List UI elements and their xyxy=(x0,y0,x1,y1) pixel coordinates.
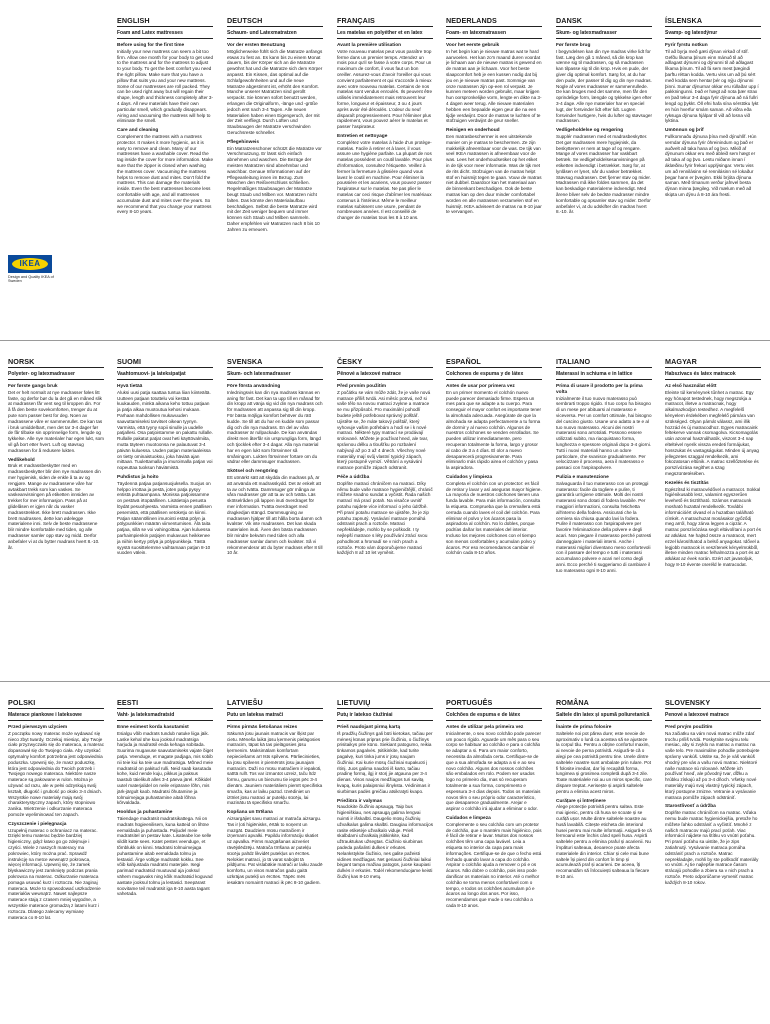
section-heading: Reinigen en onderhoud xyxy=(446,128,500,134)
subtitle-rule xyxy=(8,379,104,380)
language-column-deutsch xyxy=(227,0,323,336)
subtitle-rule xyxy=(446,720,542,721)
heading-rule xyxy=(446,26,542,27)
product-subtitle: Habszivacs és latex matracok xyxy=(665,371,736,377)
section-heading: Před prvním použitím xyxy=(337,384,387,389)
section-heading: Antes de utilizar pela primeira vez xyxy=(446,725,524,730)
language-column-česky xyxy=(337,341,433,677)
language-column-nederlands xyxy=(446,0,542,336)
logo-caption: Design and Quality IKEA of Sweden xyxy=(8,275,54,284)
column-body xyxy=(227,384,323,560)
section-paragraph: Saltelele noi pot părea dure; este nevoie de aproximativ o lună ca acestea să se ajusteze la corpul tău. Pentru a obține confortul maxim, ai nevoie de perna potrivită. Asigură-te că o alegi pe cea potrivită pentru tine. Unele dintre saltelele noastre sunt ambalate prin rulare. Pot fi folosite imediat, dar își recapătă forma, lungimea și grosimea completă după 3-4 zile. Toate materialele noi au un miros specific, care dispare treptat. Aerisește și aspiră saltelele pentru a elimina acest miros. xyxy=(556,730,652,794)
column-body xyxy=(227,725,323,890)
language-band-3 xyxy=(0,682,770,1024)
column-body xyxy=(446,43,542,219)
language-heading: DANSK xyxy=(556,16,583,25)
heading-rule xyxy=(556,367,652,368)
section-paragraph: Z początku nowy materac może wydawać się nieco zbyt twardy. Oczekuj miesiąc, aby Twoje ciało przyzwyczaiło się do materaca, a materac dopasował się do Twojego ciała. Aby uzyskać optymalny komfort potrzebna jest odpowiednia poduszka. Upewnij się, że masz poduszkę, która jest odpowiednia do Twoich potrzeb i Twojego nowego materaca. Niektóre nasze materace są pakowane w rulon. Można je używać od razu, ale w pełni odzyskują swój kształt, długość i grubość po około 3-4 dniach. Wszystkie nowe materiały mają swój charakterystyczny zapach, który stopniowo zanika. Wietrzenie i odkurzanie materaca pomoże wyeliminować ten zapach. xyxy=(8,730,104,817)
language-column-svenska xyxy=(227,341,323,677)
section-heading: Pulizia e manutenzione xyxy=(556,474,609,480)
section-heading: Før første gangs bruk xyxy=(8,384,58,389)
section-paragraph: Esialgu võib madrats tundub natuke liiga jäik. Laske kehal ühe kuu jooksul madratsiga harjuda ja madratsil enda kehaga sobitada. Suurima mugavuse saavutamiseks vajate õiget patja. Veenduge, et magate padjaga, mis sobib nii teie kui ka teie uue madratsiga. Mõned meie madratsid on pakitud rulli. Neid saab kasutada kohe, kuid nende kuju, pikkus ja paksus taastub täielikult alles 3-4 päeva järel. Kõikidel uutel materjalidel on neile eripärane lõhn, mis järk-järgult kaob. Madratsi õhutamine ja tolmuimejaga puhastamine aitab lõhna kõrvaldada. xyxy=(117,730,213,806)
heading-rule xyxy=(117,26,213,27)
section-paragraph: En un primer momento el colchón nuevo puede parecer demasiado firme. Espera un mes para que se adapte a tu cuerpo. Para conseguir el mayor confort es importante tener la almohada adecuada. Asegúrate de que la almohada se adapta perfectamente a tu forma de dormir y al nuevo colchón. Algunos de nuestros colchones se venden enrollados. Se pueden utilizar inmediatamente, pero recuperan totalmente la forma, largo y grosor al cabo de 3 a 4 días. El olor a nuevo desaparecerá progresivamente. Para eliminarlo más rápido airea el colchón y pasa la aspiradora. xyxy=(446,389,541,471)
section-paragraph: Votre nouveau matelas peut vous paraître trop ferme dans un premier temps. Attendez un mois pour qu'il se fasse à votre corps. Pour un maximum de confort, il vous faut un bon oreiller. Assurez-vous d'avoir l'oreiller qui vous convient parfaitement et qui s'accorde à mieux avec votre nouveau matelas. Certains de nos matelas sont vendus enroulés. Ils peuvent être utilisés immédiatement mais retrouvent leur forme, longueur et épaisseur, 3 ou 4 jours après avoir été déroulés. L'odeur du neuf disparaît progressivement. Pour l'éliminer plus rapidement, vous pouvez aérer le matelas et passer l'aspirateur. xyxy=(337,48,432,130)
product-subtitle: Schaum- und Latexmatratzen xyxy=(227,30,297,36)
logo-box xyxy=(8,255,52,273)
section-heading: Cuidados e limpeza xyxy=(446,815,491,821)
section-heading: Curățare și întreținere xyxy=(556,798,606,804)
section-paragraph: Inizialmente il tuo nuovo materasso può sembrarti troppo rigido. Il tuo corpo ha bisogno di un mese per abituarsi al materasso e viceversa. Per un comfort ottimale, hai bisogno del cuscino giusto. Usane uno adatto a te e al tuo nuovo materasso. Alcuni dei nostri materassi sono arrotolati. Possono essere utilizzati subito, ma riacquistano forma, lunghezza e spessore originali dopo 3-4 giorni. Tutti i nuovi materiali hanno un odore particolare, che svanisce gradualmente. Per velocizzare il processo, aera il materasso e passaci con l'aspirapolvere. xyxy=(556,395,652,471)
section-paragraph: Doplňte matrac chráničom na matrac. Vďaka nemu bude matrac hygienickejšia, pretože ho môžete ľahko odstrániť a vyčistiť. Mnohé z našich matracov majú prací poťah. Viac informácií nájdete na štítku vo vnútri poťahu. Pri praní poťahu sa uistite, že je zips zatiahnutý. Vysávanie matraca pomáha odstrániť prach a roztoče. Matrac neprekladajte, mohli by ste poškodiť materiály vo vnútri. Aj tie najlepšie matrace časom strácajú pohodlie a zbiera sa v nich prach a roztoče. Preto odporúčame vymeniť matrac každých 8-10 rokov. xyxy=(665,810,759,885)
section-paragraph: I begyndelsen kan din nye madras virke lidt for fast. Læg den gå 1 måned, så din krop kan vænne sig til madrassen, og så madrassen kan tilpasse sig til din krop. Hvis en pude, der giver dig optimal komfort. Sørg for, at du har den pude, der passer til dig og din nye madras. Nogle af vores madrasser er sammenrullede. De kan bruges med det samme, men får den oprindelige form, længde og tykkelse igen efter 3-4 dage. Alle nye materialer har en speciel lugt, der forsvinder lidt efter lidt. Lugten forsvinder hurtigere, hvis du lufter og støvsuger madrassen. xyxy=(556,48,652,124)
section-paragraph: Na začiatku sa vám nová matrac môže zdať trochu príliš tvrdá. Poskytnite svojmu telu mesiac, aby si zvyklo na matrac a matrac na vaše telo. Pre maximálne pohodlie potrebujete správny vankúš. Uistite sa, že je váš vankúš vhodný pre vás a vašu novú matrac. Niektoré naše matrace sú rolované. Môžete ich používať hneď, ale pôvodný tvar, dĺžku a hrúbku získajú až po 3-4 dňoch. Všetky nové materiály majú svoj vlastný typický zápach, ktorý postupne zmizne. Vetranie a vysávanie matraca pomôže zápach odstrániť. xyxy=(665,730,760,800)
section-paragraph: Ein Matratzenschoner schützt die Matratze vor Verschmutzung. Er lässt sich einfach abnehmen und waschen. Die Bezüge der meisten Matratzen sind abnehmbar und waschbar. Genaue Informationen auf der Pflegeanleitung innen im Bezug. Zum Waschen den Reißverschluss schließen. Regelmäßiges Staubsaugen der Matratze beugt Staub und Milben vor. Matratzen nicht falten. Das könnte den Materialaufbau beschädigen. Selbst die beste Matratze wird mit der Zeit weniger bequem und immer können sich Staub und Milben sammeln. Daher empfehlen wir Matratzen nach 8 bis 10 Jahren zu erneuern. xyxy=(227,145,322,232)
language-column-suomi xyxy=(117,341,213,677)
section-heading: Antes de usar por primera vez xyxy=(446,384,515,389)
language-column-português xyxy=(446,682,542,1022)
section-heading: Pflegehinweis xyxy=(227,139,259,145)
column-body xyxy=(665,725,761,890)
section-heading: Before using for the first time xyxy=(117,43,185,48)
column-body xyxy=(337,725,433,884)
section-paragraph: Inledningsvis kan din nya madrass kännas en aning för fast. Det kan ta upp till en månad för din kropp att vänja sig vid din nya madrass och för madrassen att anpassa sig till din kropp. För bästa möjliga komfort behöver du rätt kudde. Se till att du har en kudde som passar dig och din nya madrass. En del av våra madrasser är rullpackade. De kan användas direkt men återfår sin ursprungliga form, längd och tjocklek efter 3-4 dagar. Alla nya material har en egen lukt som försvinner så småningom. Lukten försvinner fortare om du vädrar eller dammsuger madrassen. xyxy=(227,389,323,465)
heading-rule xyxy=(665,367,761,368)
language-column-slovensky xyxy=(665,682,761,1022)
language-heading: ČESKY xyxy=(337,357,363,366)
language-heading: ESPAÑOL xyxy=(446,357,481,366)
language-heading: DEUTSCH xyxy=(227,16,263,25)
subtitle-rule xyxy=(227,379,323,380)
product-subtitle: Foam- en latexmatrassen xyxy=(446,30,507,36)
section-paragraph: Complemente o seu colchão com um protetor de colchão, que o mantém mais higiénico, pois é fácil de retirar e lavar. Muitos dos nossos colchões têm uma capa lavável. Leia a etiqueta no interior da capa para mais informações. Certifique-se de que o fecho está fechado quando lavar a capa do colchão. Aspirar o colchão ajuda a remover o pó e os ácaros. Não dobre o colchão, pois isso pode danificar os materiais no interior. Até o melhor colchão se torna menos confortável com o tempo, e todos os colchões acumulam pó e ácaros ao longo dos anos. Por isso, recomendamos que mude o seu colchão a cada 8-10 anos. xyxy=(446,821,542,908)
language-column-italiano xyxy=(556,341,652,677)
product-subtitle: Colchones de espuma y de látex xyxy=(446,371,524,377)
section-paragraph: Möglicherweise fühlt sich die Matratze anfangs etwas zu fest an. Es kann bis zu einem Monat dauern, bis der Körper sich an die Matratze gewöhnt hat und die Matratze sich dem Körper anpasst. Ein Kissen, das optimal auf die Schlafgewohnheiten und auf die neue Matratze abgestimmt ist, erhöht den Komfort. Manche unserer Matratzen sind gerollt verpackt. Sie können sofort benutzt werden, erlangen die Originalform, -länge und -größe jedoch erst nach 3-4 Tagen. Alle neuen Materialien haben einen Eigengeruch, der mit der Zeit verfliegt. Durch Lüften und Staubsaugen der Matratze verschwinden Geruchsreste schneller. xyxy=(227,48,323,135)
section-heading: Hyvä tietää xyxy=(117,384,143,389)
column-body xyxy=(117,384,213,560)
language-column-româna xyxy=(556,682,652,1022)
section-heading: Avant la première utilisation xyxy=(337,43,402,48)
language-column-eesti xyxy=(117,682,213,1022)
column-body xyxy=(227,43,323,237)
subtitle-rule xyxy=(665,38,761,39)
language-column-lietuvių xyxy=(337,682,433,1022)
heading-rule xyxy=(337,367,433,368)
subtitle-rule xyxy=(117,379,213,380)
subtitle-rule xyxy=(446,379,542,380)
section-heading: Care and cleaning xyxy=(117,128,159,134)
section-heading: Înainte de prima folosire xyxy=(556,725,612,730)
language-heading: EESTI xyxy=(117,698,139,707)
section-paragraph: Ett utmärkt sätt att skydda din madrass på, är att använda ett madrasskydd. Det är enkelt att ta av och tvätta. Dammsuger gör många av våra madrasser gör att ta av och tvätta. Läs skötselråden på lappen inuti överdraget för mer information. Tvätta överdraget med dragkedjan stängd. Dammsugning av madrassen hjälper till att hålla borta damm och kvalster. Vik inte madrassen. Det kan skada materialen inuti. Även den bästa madrassen blir mindre bekväm med tiden och alla madrasser samlar damm och kvalster. Så vi rekommenderar att du byter madrass efter 8 till 10 år. xyxy=(227,474,323,556)
heading-rule xyxy=(227,367,323,368)
section-heading: Hooldus ja puhastamine xyxy=(117,810,173,816)
section-heading: Umönnun og þrif xyxy=(665,128,704,134)
language-heading: LATVIEŠU xyxy=(227,698,263,707)
logo-wordmark: IKEA xyxy=(19,259,41,268)
section-paragraph: Alege protecție potrivită pentru saltea. Este mai igienic, pentru că husa se scoate și se curăță ușor. Multe dintre saltelele noastre au husă lavabilă. Citește eticheta din interiorul husei pentru mai multe informații. Asigură-te că fermoarul este închis când speli husa. Aspiră saltelele pentru a elimina praful și acarienii. Nu împături salteaua, deoarece poate afecta materialele din interior. Chiar și cele mai bune saltele își pierd din confort în timp și acumulează praf și acarieni. De aceea, îți recomandăm să înlocuiești salteaua la fiecare 8-10 ani. xyxy=(556,804,652,879)
section-heading: Entretien et nettoyage xyxy=(337,133,388,139)
section-heading: Vedligeholdelse og rengøring xyxy=(556,128,624,134)
section-paragraph: Iš pradžių čiužinys gali būti kietokas, tačiau per mėnesį kūnas pripras prie čiužinio, o čiužinys prisitaikys prie kūno. Siekiant patogumo, reikia tinkamos pagalvės. Įsitikinkite, kad turite pagalvę, kuri tinka jums ir jūsų naujam čiužiniui. Kai kurie mūsų čiužiniai supakuoti į ritinį. Juos galima naudoti iš karto, tačiau pradinę formą, ilgį ir storį jie atgauna per 3-4 dienas. Visos naujos medžiagos turi savitą kvapą, kuris palaipsniui išnyksta. Vėdinimas ir siurbimas padės greičiau atsikratyti kvapo. xyxy=(337,730,433,794)
heading-rule xyxy=(665,708,761,709)
product-subtitle: Foam and Latex mattresses xyxy=(117,30,183,36)
subtitle-rule xyxy=(446,38,542,39)
language-heading: PORTUGUÊS xyxy=(446,698,493,707)
section-paragraph: Egészítsd ki matracvédővel a matracot. Sokkal higiénikusabb lesz, valamint egyszerűen levehető és tisztítható. Számos matracunk mosható huzattal rendelkezik. További információért olvasd el a huzatban található címkét. A matrachuzat mosásakor győződj meg arról, hogy zárva legyen a cipzár. A matrac porszívózása segít eltávolítani a port és az atkákat. Ne hajtsd össze a matracot, mert ezzel károsíthatod a belső anyagokat. Idővel a legjobb matracok is veszítenek kényelmükből, illetve minden matrac felhalmozza a port és az atkákat az évek során. Ezért azt javasoljuk, hogy 8-10 évente cseréld le matracodat. xyxy=(665,486,761,567)
section-heading: Før første brug xyxy=(556,43,591,48)
section-heading: Przed pierwszym użyciem xyxy=(8,725,68,730)
language-column-english xyxy=(117,0,213,336)
section-paragraph: Inicialmente, o seu novo colchão pode parecer um pouco rígido. Aguarde um mês para o seu corpo se habituar ao colchão e para o colchão se adaptar a si. Para um maior conforto, necessita da almofada certa. Certifique-se de que a sua almofada se adapta a si e ao seu novo colchão. Alguns dos nossos colchões são embalados em rolo. Podem ser usados logo no primeiro dia, mas só recuperam totalmente a sua forma, comprimento e espessura 3-4 dias depois. Todos os materiais novos têm o seu próprio odor característico, que desaparece gradualmente. Arejar e aspirar o colchão irá ajudar a eliminar o odor. xyxy=(446,730,541,812)
product-subtitle: Penové a latexové matrace xyxy=(665,712,729,718)
heading-rule xyxy=(337,708,433,709)
column-body xyxy=(665,384,761,572)
language-heading: SUOMI xyxy=(117,357,142,366)
subtitle-rule xyxy=(556,38,652,39)
section-heading: Enne esimest korda kasutamist xyxy=(117,725,189,730)
heading-rule xyxy=(117,708,213,709)
subtitle-rule xyxy=(665,720,761,721)
section-paragraph: Täiendage madratsit madratsikattega. Nii on madrats hügieenilisem, kuna katteid on lihtne eemaldada ja puhastada. Paljudel meie madratsitel on pestav kate. Lisateabe loe selle sildilt katte sees. Katet pestes veenduge, et tõmblukk on kinni. Madratsi tolmuimejaga puhastamine aitab eemaldada tolmu ja lestasid. Ärge voltige madratsit kokku. See võib kahjustada madratsi materjale. Isegi parimad madratsid muutuvad aja jooksul vähem mugavaks ning kõik madratsid koguvad aastate jooksul tolmu ja lestasid. Seepärast soovitame teil madratsit iga 8-10 aasta tagant vahetada. xyxy=(117,815,213,897)
heading-rule xyxy=(556,708,652,709)
language-heading: ITALIANO xyxy=(556,357,591,366)
section-heading: Prima di usare il prodotto per la prima volta xyxy=(556,384,643,395)
language-column-norsk xyxy=(8,341,104,677)
subtitle-rule xyxy=(8,720,104,721)
subtitle-rule xyxy=(337,38,433,39)
section-paragraph: Een matrasbeschermer is een uitstekende manier om je matras te beschermen. Ze zijn makkelijk afneembaar voor de was. De tijk van veel IKEA matrassen is afneembaar voor de was. Lees het onderhoudsetiket op het etiket in de tijk voor meer informatie. Was de tijk met de rits dicht. Stofzuigen van de matras helpt stof en huismijt tegen te gaan. Vouw de matras niet dubbel. Daardoor kan het materiaal aan de binnenkant beschadigen. Ook de beste matras kan op den duur minder comfortabel worden en alle matrassen verzamelen stof en huismijt. IKEA adviseert de matras na 8-10 jaar te vervangen. xyxy=(446,133,542,215)
language-column-latviešu xyxy=(227,682,323,1022)
product-subtitle: Svamp- og latexdýnur xyxy=(665,30,718,36)
language-band-2 xyxy=(0,341,770,681)
section-heading: Vor der ersten Benutzung xyxy=(227,43,286,48)
section-paragraph: Eleinte túl keménynek tűnhet a matrac. Egy egy hónapot testednek, hogy megszokja a matracot, illetve a matracnak, hogy alkalmazkodjon testedhez. A megfelelő kényelem érdekében megfelelő párnára van szükséged. Olyan párnát válassz, ami illik hozzád és új matracodhoz. Egyes matracaink feltekerve vannak csomagolva. Kicsomagolás után azonnal használhatók, viszont 3-4 nap elteltével nyerik vissza eredeti formájukat, hosszukat és vastagságukat. Minden új anyag jellegzetes szaggal rendelkezik, ami fokozatosan eltűnik. A matrac szellőztetése és porszívózása segíthet a szag megszüntetésében. xyxy=(665,389,759,476)
language-heading: FRANÇAIS xyxy=(337,16,375,25)
column-body xyxy=(665,43,761,202)
section-paragraph: Sākumā jūsu jaunais matracis var šķist par cietu. Mēneša laikā jūsu ķermenis pielāgosies matracim, tāpat kā tas pielāgosies jūsu ķermenim. Maksimālam komfortam nepieciešams arī īsts spilvens. Pārliecinieties, ka jūsu spilvens ir piemērots jūsu jaunajam matracim. Daži no mūsu matračiem ir iepakoti, satītā rullī. Tos var izmantot uzreiz, taču līdz formu, garumu un biezumu tie iegūs pēc 3-4 dienām. Jauniem materiāliem piemīt specifiska smarža, kas ar laiku pazūd. Izvēdiniet un iztīriet jūsu matraci ar putekļu sūcēju, lai mazinātu tā specifisko smaržu. xyxy=(227,730,323,806)
heading-rule xyxy=(337,26,433,27)
section-heading: Puhdistus ja hoito xyxy=(117,474,159,480)
product-subtitle: Materassi in schiuma e in lattice xyxy=(556,371,633,377)
language-heading: LIETUVIŲ xyxy=(337,698,371,707)
language-column-polski xyxy=(8,682,104,1022)
section-paragraph: Bruk et madrassbeskytter med en madrassbeskytter blir den nye madrassen din mer hygienisk, siden de enkle å ta av og rengjøre. Mange av madrassene våre har avtakbart trekk som kan vaskes. Se vaskeanvisningen på etiketten innsiden av trekket for mer informasjon. Pass på at glidelåsen er igjen når du vasker madrasstrekket. Ikke brett madrassen. Ikke brett madrassen, dette kan ødelegge materialene inni. Selv de beste madrassene blir mindre komfortable med tiden, og alle madrasser samler opp støv og midd. Derfor anbefaler vi at du bytter madrass hvert 8.-10. år. xyxy=(8,463,101,550)
product-subtitle: Vaht- ja lateksmadratsid xyxy=(117,712,175,718)
logo-column xyxy=(8,0,104,336)
language-heading: ROMÂNA xyxy=(556,698,589,707)
section-paragraph: Salvaguarda il tuo materasso con un proteggi materasso: facile da togliere e pulire, ti garantirà un'igiene ottimale. Molti dei nostri materassi sono dotati di fodera lavabile. Per maggiori informazioni, consulta l'etichetta all'interno della fodera. Assicurati che la cerniera sia chiusa quando lavi la fodera. Pulire il materasso con l'aspirapolvere per favorire l'eliminazione della polvere e degli acari. Non piegare il materasso perché potresti danneggiare i materiali interni. Anche i materassi migliori diventano meno confortevoli con il passare del tempo e tutti i materassi accumulano polvere e acari nel corso degli anni. Ecco perché ti suggeriamo di cambiare il tuo materasso ogni 8-10 anni. xyxy=(556,480,652,573)
heading-rule xyxy=(8,367,104,368)
subtitle-rule xyxy=(337,379,433,380)
heading-rule xyxy=(556,26,652,27)
language-heading: MAGYAR xyxy=(665,357,697,366)
column-body xyxy=(556,725,652,884)
column-body xyxy=(337,43,433,225)
column-body xyxy=(8,725,104,924)
section-heading: Czyszczenie i pielęgnacja xyxy=(8,821,67,827)
section-heading: Cuidados y limpieza xyxy=(446,474,493,480)
section-heading: Priežiūra ir valymas xyxy=(337,798,383,804)
section-paragraph: Supplér madrassen med et madrasbeskytter. Det gør madrassen mere hygiejnisk, da beskytteren er nem at tage af og rengøre. Mange af vores madrasser har vaskbart betræk. Se vedligeholdelsesanvisningen på etiketten indvendigt i betrækket. Sørg for, at lynlåsen er lynet, når du vasker betrækket. Støvsug madrassen. Det fjerner støv og mider. Madrassen må ikke foldes sammen, da det kan beskadige materialerne indvendigt. Med årene bliver selv de bedste madrasser mindre komfortable og opsamler støv og mider. Derfor anbefaler vi, at du udskifter din madras hvert 8.-10. år. xyxy=(556,133,651,215)
section-paragraph: Til að byrja með gæti dýnan virkað of stíf. Gefðu líkama þínum einn mánuð til að aðlagast dýnunni og dýnunni til að aðlagast líkama þínum. Til að fá sem mest þægindi þarftu réttan kodda. Vertu viss um að þú sért með kodda sem hentar þér og nýju dýnunni þinni. Sumar dýnurnar okkar eru rúllaðar upp í pakkningunni. Það er hægt að nota þær strax en það tekur 3-4 daga fyrir dýnuna að ná fullri lengd og þykkt. Öll efni hafa sína sérstöku lykt en hún hverfur smám saman. Að viðra eða ryksuga dýnuna hjálpar til við að losna við lyktina. xyxy=(665,48,759,124)
section-paragraph: Aluksi uusi patja saattaa tuntua liian kiinteältä. Uutteen patjaan totuttelu voi kestää kuukauden, minkä aikana keho tottuu patjaan ja patja alkaa muotoutua kehosi mukaan. Parhaan mahdollisen mukavuuden saavuttamiseksi tarvitset oikean tyynyn. Varmista, että tyyny sopii sinulle ja uudelle patjallesi. Osa patjoistamme on pakattu rullalle. Rullalle pakatut patjat ovat heti käyttövalmiita, mutta täyteen muotoonsa ne palautuvat 3-4 päivän kuluessa. Uuden patjan materiaaleissa on tietty ominaistuoksu, joka häviää ajan mittaan. Tuulettamalla ja imuroimalla patjan voi nopeuttaa tuoksun häviämistä. xyxy=(117,389,213,471)
language-heading: ÍSLENSKA xyxy=(665,16,703,25)
language-column-dansk xyxy=(556,0,652,336)
language-heading: ENGLISH xyxy=(117,16,150,25)
product-subtitle: Skum- och latexmadrasser xyxy=(227,371,291,377)
language-column-magyar xyxy=(665,341,761,677)
section-paragraph: Z počátku se vám může zdát, že je vaše nová matrace příliš tvrdá. Asi měsíc potrvá, než si vaše tělo na novou matraci zvykne a matrace se mu přizpůsobí. Pro maximální pohodlí budete ještě potřebovat správný polštář. Ujistěte se, že máte takový polštář, který vyhovuje vašim potřebám a hodí se i k nové matraci. Některé typy matrací se prodávají srolované. Můžete je používat hned, ale tvar, správnou délku a tloušťku po rozbalení nabývají až po 3 až 4 dnech. Všechny nové materiály mají svůj vlastní typický zápach, který postupně vymizí. Větrání a vysávání matrace pomůže zápach odstranit. xyxy=(337,389,431,471)
column-body xyxy=(337,384,433,560)
heading-rule xyxy=(227,26,323,27)
section-heading: Skötsel och rengöring xyxy=(227,469,278,475)
section-heading: Pirms pirmās lietošanas reizes xyxy=(227,725,298,730)
product-subtitle: Putų ir latekso čiužiniai xyxy=(337,712,393,718)
section-heading: Kezelés és tisztítás xyxy=(665,480,709,486)
section-paragraph: Complement the mattress with a mattress protector. It makes it more hygienic, as it is easy to remove and clean. Many of our mattresses have a washable cover. Read the tag inside the cover for more information. Make sure that the zipper is closed when washing the mattress cover. Vacuuming the mattress helps to remove dust and mites. Don't fold the mattress. This can damage the materials inside. Even the best mattresses become less comfortable with age, and all mattresses accumulate dust and mites over the years. So we recommend that you change your mattress every 8-10 years. xyxy=(117,133,213,215)
language-column-español xyxy=(446,341,542,677)
section-heading: Péče a údržba xyxy=(337,474,370,480)
column-body xyxy=(556,43,652,219)
section-heading: Vedlikehold xyxy=(8,457,35,463)
heading-rule xyxy=(117,367,213,368)
section-heading: Voor het eerste gebruik xyxy=(446,43,500,48)
product-subtitle: Putu un lateksa matrači xyxy=(227,712,284,718)
subtitle-rule xyxy=(665,379,761,380)
product-subtitle: Pěnové a latexové matrace xyxy=(337,371,401,377)
section-paragraph: Initially your new mattress can seem a bit too firm. Allow one month for your body to get used to the mattress and for the mattress to adjust to your body. To get the best comfort you need the right pillow. Make sure that you have a pillow that suits you and your new mattress. Some of our mattresses are roll packed. They can be used right away but will regain their shape, length and thickness completely after 3-4 days. All new materials have their own particular smell, which gradually disappears. Airing and vacuuming the mattress will help to eliminate the smell. xyxy=(117,48,213,124)
product-subtitle: Polyeter- og latexmadrasser xyxy=(8,371,75,377)
heading-rule xyxy=(665,26,761,27)
section-heading: Pred prvým použitím xyxy=(665,725,713,730)
subtitle-rule xyxy=(337,720,433,721)
language-heading: SLOVENSKY xyxy=(665,698,711,707)
ikea-logo xyxy=(8,255,54,284)
section-heading: Fyrir fyrstu notkun xyxy=(665,43,708,48)
subtitle-rule xyxy=(117,38,213,39)
language-heading: NEDERLANDS xyxy=(446,16,497,25)
column-body xyxy=(446,725,542,913)
heading-rule xyxy=(8,708,104,709)
section-paragraph: Det er helt normalt at nye madrasser føles litt faste, og derfor bør du la det gå en måned slik at madrassen får vent seg til kroppen din. For å få den beste sovekomforten, trenger du at pute som passer best for deg. Noen av madrassene våre er sammenrullet. De kan tas i bruk umiddelbart, men det tar 3-4 dager før de får tilbake sin opprinnelige form, lengde og tykkelse. Alle nye materialer har egen lukt, som vil gå bort etter hvert. Luft og støvsug madrassen for å redusere lukten. xyxy=(8,389,104,453)
language-column-français xyxy=(337,0,433,336)
subtitle-rule xyxy=(117,720,213,721)
product-subtitle: Saltele din latex și spumă poliuretanică xyxy=(556,712,650,718)
product-subtitle: Les matelas en polyéther et en latex xyxy=(337,30,423,36)
subtitle-rule xyxy=(227,720,323,721)
section-heading: Prieš naudojant pirmą kartą xyxy=(337,725,401,730)
product-subtitle: Colchões de espuma e de látex xyxy=(446,712,521,718)
section-paragraph: Doplňte matraci chráničem na matraci. Díky němu bude vaše matrace hygieničtější, chránič můžete snadno sundat a vyčistit. Řada našich matrací má prací potah. Na visačce uvnitř potahu najdete více informací o jeho údržbě. Při praní potahu matrace se ujistěte, že je zip potahu zapnutý. Vysávání matrace pomáhá odstranit prach a roztoče. Matraci nepřekládejte, mohlo by se poškodit. I ty nejlepší matrace s léty používání ztrácí svou pohodlnost a hromadí se v nich prach a roztoče. Proto vám doporučujeme matraci každých 8 až 10 let vyměnit. xyxy=(337,480,433,556)
product-subtitle: Vaahtomuovi- ja lateksipatjat xyxy=(117,371,186,377)
section-paragraph: Täydennä patjaa patjansuojuksella. Suojus on helppo irrottaa ja pestä, joten patja pysyy entistä puhtaampana. Monissa patjoissamme on pestävä irtopäällinen. Lisätietoja pesusta löydät pesuohjeesta. Varmista ennen päällisen pesemistä, että päällisen vetoketju on kiinni. Patjan säännöllinen imurointi estää pölyn ja pölypunkkien määrän viimentumisen. Älä taita patjaa, sillä se voi vahingoittaa. Ajan kuluessa parhaimpienkin patjojen mukavuus heikkenee ja niihin kertyy pölyä ja pölypunkkeja. Tästä syystä suosittelemme vaihtamaan patjan 8-10 vuoden välein. xyxy=(117,480,212,556)
column-body xyxy=(446,384,542,560)
section-heading: Az első használat előtt xyxy=(665,384,717,389)
column-body xyxy=(117,725,213,901)
column-body xyxy=(556,384,652,578)
heading-rule xyxy=(227,708,323,709)
product-subtitle: Skum- og latexmadrasser xyxy=(556,30,617,36)
section-paragraph: Uzupełnij materac o ochraniacz na materac. Dzięki temu materac będzie bardziej higieniczny, gdyż łatwo go go zdejmuje i czyści. Wiele z naszych materacy ma pokrowiec, który można prać. Sprawdź instrukcję na metce wewnątrz pokrowca, więcej informacji. Upewnij się, że zamek błyskawiczny jest zamknięty podczas prania pokrowca na materac. Odkurzanie materaca pomaga usuwać kurz i roztocza. Nie zaginaj materaca. Może to spowodować uszkodzenie materiałów wewnątrz. Nawet najlepsze materace stają z czasem mniej wygodne, a wszystkie materace gromadzą z latami kurz i roztocza. Dlatego zalecamy wymianę materaca co 8-10 lat. xyxy=(8,827,101,920)
section-paragraph: Fullkomnaðu dýnuna þína með dýnuhlíf. Hún verndar dýnuna fyrir óhreinindum og það er auðvelt að taka hana af og þvo. Mikið af dýnunum okkar eru með ábleið sem hægt er að taka af og þvo. Lestu miðann innan í áklæðinu fyrir frekari upplýsingar. Vertu viss um að rennilásinn sé rennilásinn sé lokaður þegar hann er þveginn. Ekki brjóta dýnuna saman. Með tímanum verður jafnvel besta dýnan minna þægileg. Við mælum með að skipta um dýnu á 8-10 ára fresti. xyxy=(665,133,757,197)
subtitle-rule xyxy=(556,379,652,380)
section-heading: Kopšana un tīrīšana xyxy=(227,810,273,816)
heading-rule xyxy=(446,708,542,709)
language-heading: NORSK xyxy=(8,357,35,366)
subtitle-rule xyxy=(556,720,652,721)
subtitle-rule xyxy=(227,38,323,39)
language-heading: SVENSKA xyxy=(227,357,263,366)
language-heading: POLSKI xyxy=(8,698,36,707)
column-body xyxy=(8,384,104,554)
section-heading: Starostlivosť a údržba xyxy=(665,804,716,810)
section-paragraph: Naudokite čiužinio apsaugą. Taip bus higieniškiau, nes apsaugą galima lengvai nuimti ir išskalbti. Daugelio mūsų čiužinių užvalkalus galima skalbti. Daugiau informacijos rasite etiketėje užvalkalo viduje. Prieš skalbdami užvalkalą įsitikinkite, kad užtrauktukas užsegtas. Čiužinio siurbimas padeda pašalinti dulkes ir erkutes. Nelankstykite čiužinio, nes galite pažeisti vidines medžiagas. Net geriausi čiužiniai laikui bėgant tampa mažiau patogūs, juose kaupiasi dulkės ir erkutės. Todėl rekomenduojame keisti čiužinį kas 8-10 metų. xyxy=(337,804,433,879)
section-heading: Före första användning xyxy=(227,384,281,389)
heading-rule xyxy=(446,367,542,368)
section-paragraph: Aizsargājiet savu matraci ar matrača aizsargu. Tas ir ļoti higiēnisks, ērtāk to noņemt un mazgāt. Daudziem mūsu matračiem ir izņemami apvalki. Papildu informāciju skatiet uz apvalka. Pirms mazgāšanas aizveriet rāvējslēdzēju. Matrača tīrīšana ar putekļu sūcēju palīdz likvidēt putekļus un ērcītes. Nelokiet matraci, jo tā varat sabojāt tā pildījumu. Pat vislabākie matrači ar laiku zaudē komfortu, un visos matračos gadu gaitā uzkrājas putekļi un ērcītes. Tāpēc mēs iesakām nomainīt matraci ik pēc 8-10 gadiem. xyxy=(227,815,323,885)
section-paragraph: In het begin kan je nieuwe matras wat te hard aanvoelen. Het kan zo'n maand duren voordat je lichaam aan de nieuwe matras is gewend en de matras aan je lichaam. Voor het beste slaapcomfort heb je een kussen nodig dat bij jou en je nieuwe matras past. Sommige van onze matrassen zijn op-een rol verpakt. Je kunnen meteen worden gebruikt, maar krijgen hun oorspronkelijke vorm, lengte en dikte na 3-4 dagen weer terug. Alle nieuwe materialen hebben een bepaalde eigen geur die na een tijdje verdwijnt. Door de matras te luchten of te stofzuigen verdwijnt de geur sneller. xyxy=(446,48,542,124)
language-column-íslenska xyxy=(665,0,761,336)
section-paragraph: Completa el colchón con un protector: es fácil de retirar y lavar y así aseguras mayor higiene. La mayoría de nuestros colchones tienen una funda lavable. Para más información, consulta la etiqueta. Comprueba que la cremallera está cerrada cuando laves el coil del colchón. Para eliminar el polvo y los ácaros pasa la aspiradora al colchón. No lo dobles, porque podrías dañar los materiales del interior. Incluso los mejores colchones con el tiempo son menos confortables y acumulan polvo y ácaros. Por eso recomendamos cambiar el colchón cada 8-10 años. xyxy=(446,480,542,556)
column-body xyxy=(117,43,213,219)
section-paragraph: Complétez votre matelas à l'aide d'un protège-matelas. Facile à retirer et à laver, il vous assure une hygiène parfaite. La plupart de nos matelas possèdent un coutil lavable. Pour plus d'information, consultez l'étiquette. Veillez à fermer la fermeture à glissière quand vous lavez le coutil en machine. Pour éliminer la poussière et les acariens, vous pouvez passer l'aspirateur sur le matelas. Ne pas plier le matelas car ceci risque d'abîmer les matériaux contenus à l'intérieur. Même le meilleur matelas subissent une usure, pendant de nombreuses années. Il est conseillé de changer de matelas tous les 8 à 10 ans. xyxy=(337,139,432,221)
product-subtitle: Materace piankowe i lateksowe xyxy=(8,712,82,718)
language-band-1 xyxy=(0,0,770,340)
